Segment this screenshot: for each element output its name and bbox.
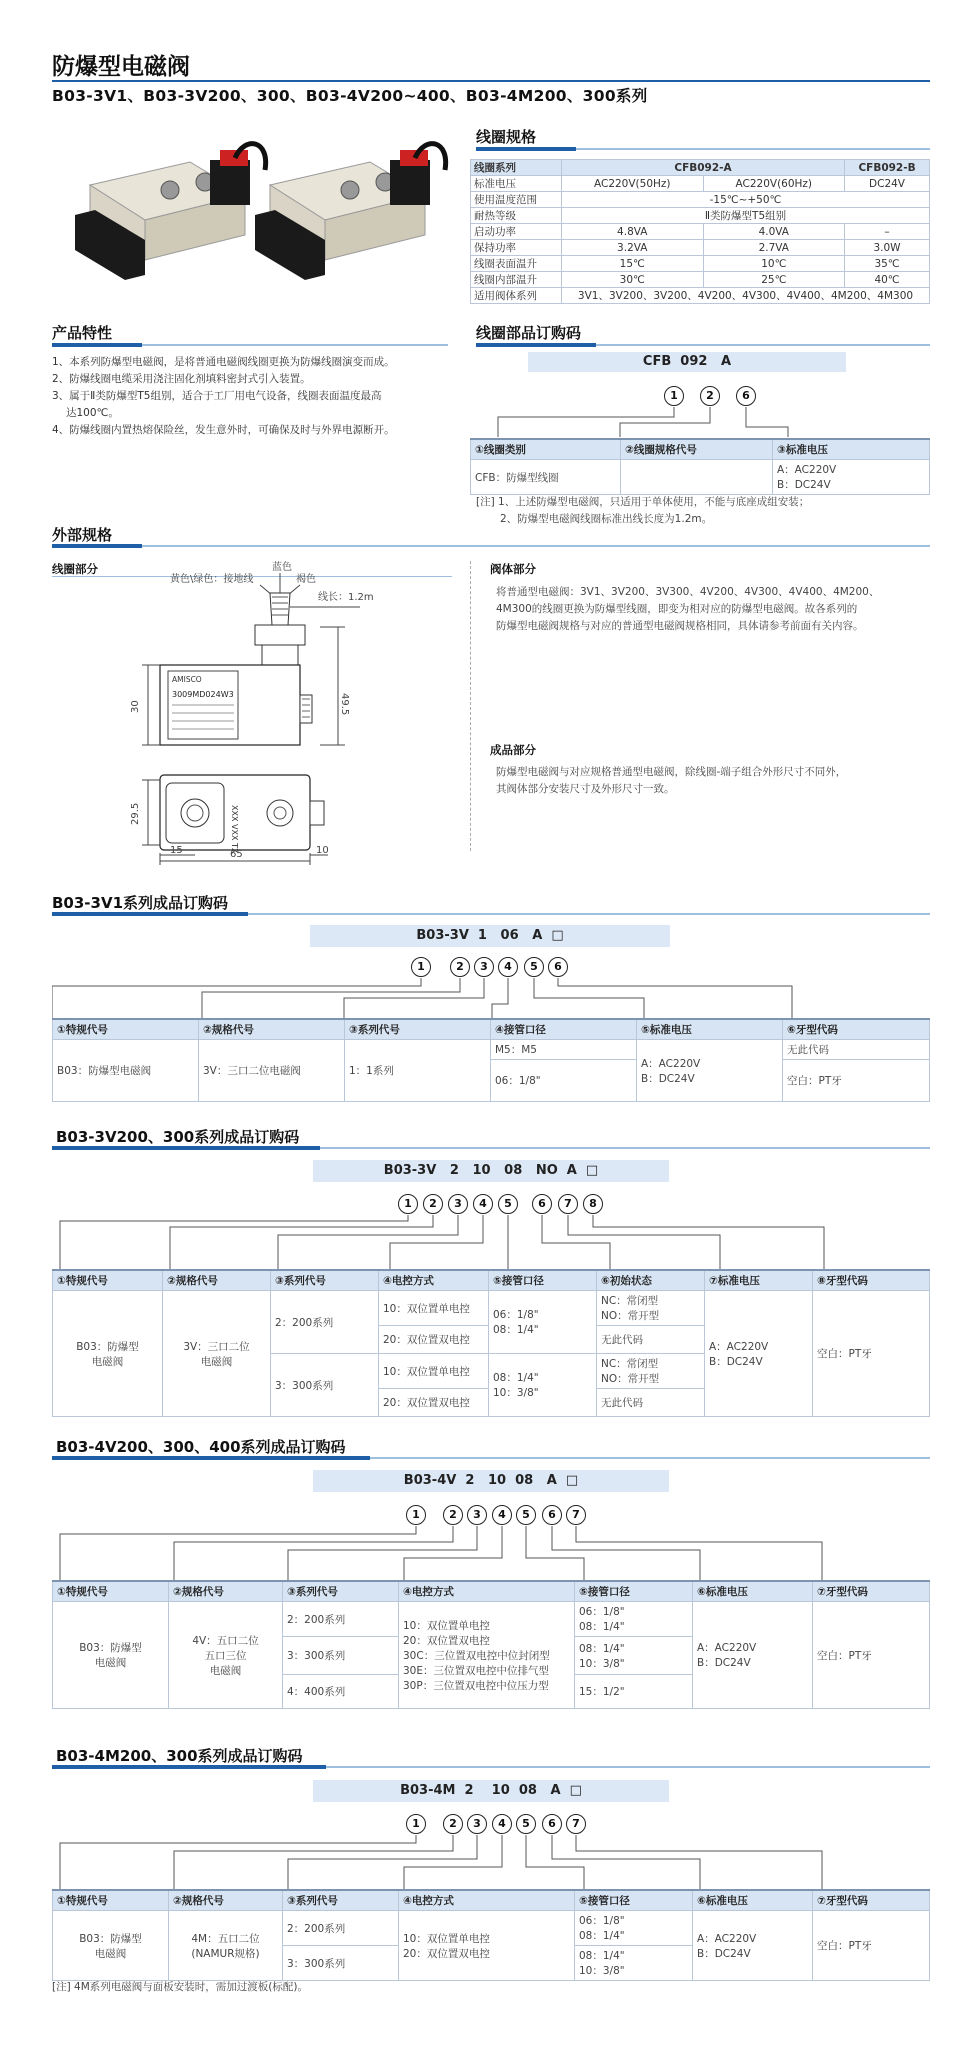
spec-cell: 15℃ (561, 256, 703, 272)
order-header: ⑦标准电压 (705, 1270, 813, 1291)
s4v-connectors (52, 1524, 930, 1582)
order-cell: 4：400系列 (283, 1675, 399, 1709)
order-header: ④电控方式 (399, 1890, 575, 1911)
finished-part-text (496, 764, 846, 798)
order-header: ⑧牙型代码 (813, 1270, 930, 1291)
code-circle: 4 (473, 1194, 493, 1214)
order-cell: 06：1/8" (491, 1060, 637, 1102)
spec-cell: 4.8VA (561, 224, 703, 240)
order-line: A：AC220V (697, 1932, 757, 1945)
order-header-row (53, 1890, 930, 1911)
order-header-row (53, 1581, 930, 1602)
order-line: B：DC24V (697, 1947, 751, 1960)
order-line: 五口三位 (204, 1649, 247, 1662)
spec-cell: 3.2VA (561, 240, 703, 256)
code-circle: 6 (542, 1814, 562, 1834)
order-header: ①特规代号 (53, 1019, 199, 1040)
order-header: ④电控方式 (379, 1270, 489, 1291)
order-header-row (53, 1019, 930, 1040)
code-circle: 4 (492, 1814, 512, 1834)
order-line: NO：常开型 (601, 1373, 660, 1385)
dim-49-5: 49.5 (339, 693, 350, 716)
spec-cell: 耐热等级 (471, 208, 562, 224)
external-heading: 外部规格 (52, 526, 113, 544)
spec-cell: 4.0VA (703, 224, 845, 240)
code-circle: 8 (583, 1194, 603, 1214)
s3v1-table (52, 1018, 930, 1102)
spec-cell: DC24V (845, 176, 930, 192)
code-circle: 1 (411, 957, 431, 977)
s3v200-connectors (52, 1213, 930, 1271)
s3v1-connectors (52, 976, 930, 1020)
nameplate-brand: AMISCO (172, 675, 202, 684)
spec-cell: 40℃ (845, 272, 930, 288)
order-line: 06：1/8" (579, 1915, 625, 1927)
spec-cell: 10℃ (703, 256, 845, 272)
order-cell: 无此代码 (783, 1040, 930, 1060)
order-header: ⑤标准电压 (637, 1019, 783, 1040)
order-line: 10：3/8" (493, 1387, 539, 1399)
spec-cell: 2.7VA (703, 240, 845, 256)
order-header: ②规格代号 (163, 1270, 271, 1291)
order-cell: 无此代码 (597, 1326, 705, 1354)
note-line: 2、防爆型电磁阀线圈标准出线长度为1.2m。 (500, 513, 713, 525)
order-cell: 10：双位置单电控 (379, 1291, 489, 1326)
order-line: A：AC220V (777, 464, 837, 476)
order-line: 4V：五口二位 (192, 1634, 259, 1647)
order-row (53, 1911, 930, 1946)
spec-cell: 使用温度范围 (471, 192, 562, 208)
spec-cell: 3.0W (845, 240, 930, 256)
order-header: ③系列代号 (345, 1019, 491, 1040)
order-line: 06：1/8" (493, 1309, 539, 1321)
order-cell: 2：200系列 (283, 1602, 399, 1637)
feature-item: 3、属于Ⅱ类防爆型T5组别，适合于工厂用电气设备，线圈表面温度最高 (52, 390, 382, 402)
order-line: (NAMUR规格) (191, 1947, 260, 1960)
order-header: ⑥标准电压 (693, 1581, 813, 1602)
code-circle: 4 (492, 1505, 512, 1525)
order-header: ①特规代号 (53, 1890, 169, 1911)
s4m-table (52, 1889, 930, 1981)
coil-spec-table (470, 159, 930, 304)
spec-cell: Ⅱ类防爆型T5组别 (561, 208, 929, 224)
order-cell: 3：300系列 (283, 1637, 399, 1675)
s3v200-table (52, 1269, 930, 1417)
order-line: 20：双位置双电控 (403, 1947, 490, 1960)
spec-row (471, 176, 930, 192)
spec-cell: 启动功率 (471, 224, 562, 240)
order-row (53, 1602, 930, 1637)
external-bar (52, 544, 142, 548)
order-line: A：AC220V (697, 1642, 757, 1654)
order-line: 08：1/4" (579, 1930, 625, 1942)
spec-cell: 3V1、3V200、3V200、4V200、4V300、4V400、4M200、4M300 (561, 288, 929, 304)
coil-order-code: CFB 092 A (528, 352, 846, 372)
coil-order-notes (476, 494, 809, 528)
code-circle: 5 (524, 957, 544, 977)
finished-part-label: 成品部分 (490, 743, 536, 757)
order-header: ②规格代号 (169, 1890, 283, 1911)
body-part-text (496, 584, 879, 635)
code-circle: 2 (443, 1505, 463, 1525)
order-cell: 空白：PT牙 (813, 1291, 930, 1417)
order-line: 电磁阀 (200, 1355, 233, 1368)
code-circle: 5 (516, 1814, 536, 1834)
order-header: ③系列代号 (283, 1581, 399, 1602)
dim-29-5: 29.5 (130, 802, 141, 825)
order-header: ③系列代号 (271, 1270, 379, 1291)
label-cable-len: 线长：1.2m (318, 592, 374, 603)
spec-cell: -15℃~+50℃ (561, 192, 929, 208)
spec-cell: 25℃ (703, 272, 845, 288)
note-line: [注] 1、上述防爆型电磁阀，只适用于单体使用，不能与底座成组安装； (476, 496, 810, 508)
code-circle: 5 (498, 1194, 518, 1214)
s3v200-code: B03-3V 2 10 08 NO A □ (313, 1160, 669, 1182)
order-line: NC：常闭型 (601, 1295, 659, 1307)
code-circle: 6 (548, 957, 568, 977)
order-row (471, 460, 930, 495)
label-brown: 褐色 (296, 574, 316, 585)
spec-cell: 适用阀体系列 (471, 288, 562, 304)
spec-cell: AC220V(60Hz) (703, 176, 845, 192)
spec-row (471, 240, 930, 256)
coil-part-label: 线圈部分 (52, 562, 98, 576)
s4m-connectors (52, 1833, 930, 1891)
order-line: 30P：三位置双电控中位压力型 (403, 1679, 549, 1692)
order-cell: 3：300系列 (271, 1354, 379, 1417)
order-line: 10：3/8" (579, 1657, 625, 1670)
order-line: 电磁阀 (209, 1664, 242, 1677)
coil-order-table (470, 438, 930, 495)
external-bar-light (142, 545, 930, 547)
order-cell (575, 1602, 693, 1637)
order-line: 3V：三口二位 (183, 1340, 250, 1353)
order-cell: 1：1系列 (345, 1040, 491, 1102)
order-cell (621, 460, 773, 495)
order-line: 08：1/4" (493, 1372, 539, 1384)
spec-cell: CFB092-A (561, 160, 844, 176)
s4m-code: B03-4M 2 10 08 A □ (313, 1780, 669, 1802)
code-circle: 1 (406, 1505, 426, 1525)
label-wire-colors: 黄色\绿色：接地线 (170, 574, 254, 585)
valve-image-2 (250, 140, 450, 280)
s4m-note: [注] 4M系列电磁阀与面板安装时，需加过渡板(标配)。 (52, 1981, 308, 1993)
order-cell (693, 1602, 813, 1709)
feature-item: 2、防爆线圈电缆采用浇注固化剂填料密封式引入装置。 (52, 373, 311, 385)
order-line: NC：常闭型 (601, 1358, 659, 1370)
page-subtitle: B03-3V1、B03-3V200、300、B03-4V200~400、B03-4M200、300系列 (52, 87, 648, 105)
s3v1-heading: B03-3V1系列成品订购码 (52, 894, 229, 912)
page-title: 防爆型电磁阀 (52, 54, 190, 80)
order-cell (597, 1354, 705, 1389)
spec-row (471, 272, 930, 288)
order-cell (597, 1291, 705, 1326)
coil-spec-heading: 线圈规格 (476, 128, 537, 146)
order-cell (169, 1602, 283, 1709)
order-cell: 15：1/2" (575, 1675, 693, 1709)
feature-item: 达100℃。 (66, 407, 119, 419)
code-circle: 6 (532, 1194, 552, 1214)
order-line: 08：1/4" (579, 1621, 625, 1633)
spec-row (471, 256, 930, 272)
order-line: A：AC220V (641, 1057, 701, 1070)
order-header: ①线圈类别 (471, 439, 621, 460)
spec-cell: AC220V(50Hz) (561, 176, 703, 192)
order-header: ⑥初始状态 (597, 1270, 705, 1291)
order-line: 08：1/4" (579, 1642, 625, 1655)
order-header: ②规格代号 (169, 1581, 283, 1602)
code-circle: 4 (498, 957, 518, 977)
order-line: 电磁阀 (91, 1355, 124, 1368)
order-cell: 20：双位置双电控 (379, 1326, 489, 1354)
order-line: B：DC24V (709, 1355, 763, 1368)
order-row (53, 1040, 930, 1060)
spec-row (471, 288, 930, 304)
code-circle: 3 (467, 1505, 487, 1525)
s4v-code: B03-4V 2 10 08 A □ (313, 1470, 669, 1492)
text-line: 4M300的线圈更换为防爆型线圈，即变为相对应的防爆型电磁阀。故各系列的 (496, 603, 858, 615)
s4v-bar (52, 1456, 370, 1460)
order-cell (773, 460, 930, 495)
order-cell (53, 1911, 169, 1981)
order-line: 10：双位置单电控 (403, 1932, 490, 1945)
order-cell (399, 1602, 575, 1709)
side-text: XXX VXX TX (230, 805, 239, 854)
order-header: ⑥标准电压 (693, 1890, 813, 1911)
order-cell (163, 1291, 271, 1417)
order-line: B：DC24V (641, 1072, 695, 1085)
order-cell: 空白：PT牙 (813, 1602, 930, 1709)
order-cell: 10：双位置单电控 (379, 1354, 489, 1389)
order-header: ①特规代号 (53, 1270, 163, 1291)
spec-cell: 线圈系列 (471, 160, 562, 176)
spec-cell: 线圈表面温升 (471, 256, 562, 272)
order-line: 10：双位置单电控 (403, 1619, 490, 1632)
text-line: 其阀体部分安装尺寸及外形尺寸一致。 (496, 783, 675, 795)
order-line: B：DC24V (777, 479, 831, 491)
order-line: NO：常开型 (601, 1310, 660, 1322)
feature-item: 4、防爆线圈内置热熔保险丝，发生意外时，可确保及时与外界电源断开。 (52, 424, 395, 436)
order-cell: M5：M5 (491, 1040, 637, 1060)
order-line: B03：防爆型 (79, 1932, 142, 1945)
feature-item: 1、本系列防爆型电磁阀，是将普通电磁阀线圈更换为防爆线圈演变而成。 (52, 356, 395, 368)
order-line: B03：防爆型 (76, 1340, 139, 1353)
coil-order-bar (476, 343, 596, 347)
spec-cell: 保持功率 (471, 240, 562, 256)
order-cell (693, 1911, 813, 1981)
order-cell: 空白：PT牙 (783, 1060, 930, 1102)
coil-order-connectors (470, 405, 930, 440)
code-circle: 3 (467, 1814, 487, 1834)
code-circle: 1 (406, 1814, 426, 1834)
s4v-heading: B03-4V200、300、400系列成品订购码 (56, 1438, 346, 1456)
order-header: ②线圈规格代号 (621, 439, 773, 460)
s4m-bar-light (326, 1766, 930, 1768)
s3v1-bar-light (248, 913, 930, 915)
dim-30: 30 (130, 700, 141, 713)
spec-row (471, 224, 930, 240)
order-cell (705, 1291, 813, 1417)
order-cell (637, 1040, 783, 1102)
dim-15: 15 (170, 845, 183, 856)
order-cell: B03：防爆型电磁阀 (53, 1040, 199, 1102)
code-circle: 3 (474, 957, 494, 977)
code-circle: 7 (566, 1814, 586, 1834)
order-line: 06：1/8" (579, 1606, 625, 1618)
order-cell (169, 1911, 283, 1981)
features-list (52, 354, 462, 439)
spec-cell: 线圈内部温升 (471, 272, 562, 288)
order-header-row (53, 1270, 930, 1291)
order-cell: CFB：防爆型线圈 (471, 460, 621, 495)
s3v200-bar-light (320, 1147, 930, 1149)
order-line: 08：1/4" (579, 1950, 625, 1962)
code-circle: 7 (558, 1194, 578, 1214)
spec-cell: CFB092-B (845, 160, 930, 176)
order-header: ⑤接管口径 (575, 1890, 693, 1911)
s4m-heading: B03-4M200、300系列成品订购码 (56, 1747, 303, 1765)
order-line: 08：1/4" (493, 1324, 539, 1336)
order-cell (575, 1637, 693, 1675)
label-red: 蓝色 (272, 562, 292, 573)
order-row (53, 1291, 930, 1326)
order-header: ⑥牙型代码 (783, 1019, 930, 1040)
external-divider (470, 561, 471, 851)
order-header: ⑤接管口径 (575, 1581, 693, 1602)
coil-dimension-drawing (120, 555, 420, 865)
s4m-bar (52, 1765, 326, 1769)
spec-cell: 35℃ (845, 256, 930, 272)
code-circle: 2 (423, 1194, 443, 1214)
spec-cell: 标准电压 (471, 176, 562, 192)
code-circle: 2 (443, 1814, 463, 1834)
order-line: 电磁阀 (94, 1947, 127, 1960)
order-line: 10：3/8" (579, 1965, 625, 1977)
dim-10: 10 (316, 845, 329, 856)
order-cell (53, 1291, 163, 1417)
order-header-row (471, 439, 930, 460)
s3v200-bar (52, 1146, 320, 1150)
order-cell: 空白：PT牙 (813, 1911, 930, 1981)
s4v-table (52, 1580, 930, 1709)
s3v200-heading: B03-3V200、300系列成品订购码 (56, 1128, 300, 1146)
code-circle: 6 (542, 1505, 562, 1525)
order-header: ⑤接管口径 (489, 1270, 597, 1291)
order-cell: 2：200系列 (283, 1911, 399, 1946)
spec-row (471, 208, 930, 224)
spec-cell: 30℃ (561, 272, 703, 288)
order-line: B：DC24V (697, 1657, 751, 1669)
order-header: ⑦牙型代码 (813, 1581, 930, 1602)
coil-order-bar-light (596, 344, 930, 346)
order-header: ④接管口径 (491, 1019, 637, 1040)
order-line: 电磁阀 (94, 1657, 127, 1669)
order-header: ①特规代号 (53, 1581, 169, 1602)
spec-cell: – (845, 224, 930, 240)
text-line: 防爆型电磁阀规格与对应的普通型电磁阀规格相同，具体请参考前面有关内容。 (496, 620, 864, 632)
order-header: ②规格代号 (199, 1019, 345, 1040)
coil-order-heading: 线圈部品订购码 (476, 324, 582, 342)
features-bar (52, 343, 142, 347)
order-header: ⑦牙型代码 (813, 1890, 930, 1911)
order-cell (399, 1911, 575, 1981)
code-circle: 2 (700, 386, 720, 406)
order-line: 30C：三位置双电控中位封闭型 (403, 1649, 550, 1662)
order-cell: 20：双位置双电控 (379, 1389, 489, 1417)
code-circle: 3 (448, 1194, 468, 1214)
s3v1-bar (52, 912, 248, 916)
s3v1-code: B03-3V 1 06 A □ (310, 925, 670, 947)
order-line: 30E：三位置双电控中位排气型 (403, 1664, 549, 1677)
features-bar-light (142, 344, 448, 346)
code-circle: 5 (516, 1505, 536, 1525)
order-cell: 无此代码 (597, 1389, 705, 1417)
order-cell: 2：200系列 (271, 1291, 379, 1354)
s4v-bar-light (370, 1457, 930, 1459)
order-line: 4M：五口二位 (191, 1932, 260, 1945)
nameplate-model: 3009MD024W3 (172, 690, 234, 699)
coil-spec-bar (476, 147, 576, 151)
features-heading: 产品特性 (52, 324, 113, 342)
order-cell (575, 1946, 693, 1981)
body-part-label: 阀体部分 (490, 562, 536, 576)
order-header: ④电控方式 (399, 1581, 575, 1602)
order-line: A：AC220V (709, 1340, 769, 1353)
order-header: ③标准电压 (773, 439, 930, 460)
spec-row (471, 160, 930, 176)
dim-65: 65 (230, 849, 243, 860)
valve-image-1 (70, 140, 270, 280)
code-circle: 1 (398, 1194, 418, 1214)
order-header: ③系列代号 (283, 1890, 399, 1911)
order-cell (489, 1354, 597, 1417)
order-line: 20：双位置双电控 (403, 1634, 490, 1647)
order-cell (53, 1602, 169, 1709)
title-rule (52, 80, 930, 82)
coil-spec-bar-light (576, 148, 930, 150)
order-cell: 3V：三口二位电磁阀 (199, 1040, 345, 1102)
order-line: B03：防爆型 (79, 1642, 142, 1654)
order-cell (489, 1291, 597, 1354)
code-circle: 2 (450, 957, 470, 977)
code-circle: 6 (736, 386, 756, 406)
code-circle: 7 (566, 1505, 586, 1525)
order-cell: 3：300系列 (283, 1946, 399, 1981)
code-circle: 1 (664, 386, 684, 406)
text-line: 防爆型电磁阀与对应规格普通型电磁阀，除线圈-端子组合外形尺寸不同外， (496, 766, 847, 778)
order-cell (575, 1911, 693, 1946)
text-line: 将普通型电磁阀：3V1、3V200、3V300、4V200、4V300、4V400、4M200、 (496, 586, 880, 598)
spec-row (471, 192, 930, 208)
